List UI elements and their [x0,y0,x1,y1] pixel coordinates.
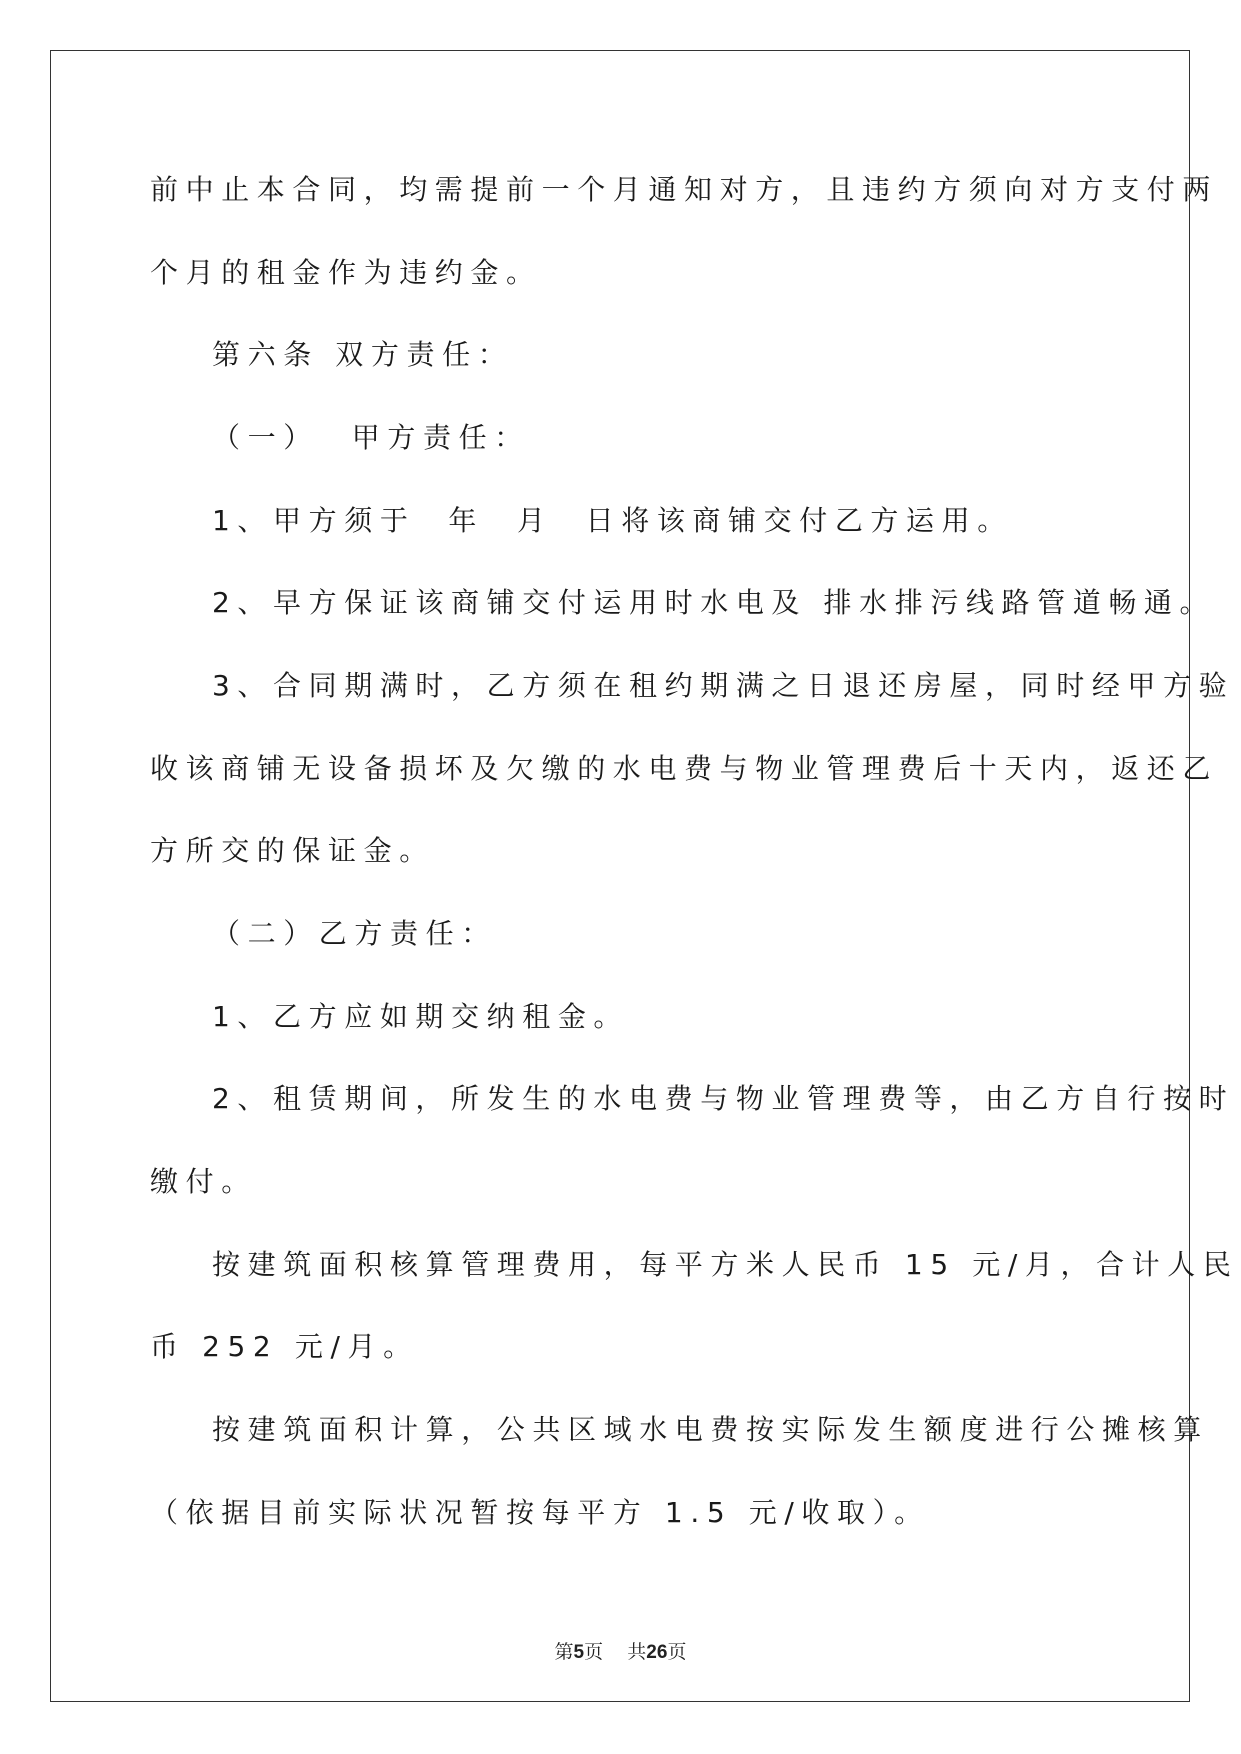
text-line: 2、早方保证该商铺交付运用时水电及 排水排污线路管道畅通。 [212,586,1216,619]
text-line: 2、租赁期间，所发生的水电费与物业管理费等，由乙方自行按时 [212,1082,1235,1115]
text-line: 按建筑面积核算管理费用，每平方米人民币 15 元/月，合计人民 [212,1248,1239,1281]
page-border [50,50,1190,1702]
text-line: 前中止本合同，均需提前一个月通知对方，且违约方须向对方支付两 [150,173,1219,206]
total-page-count: 26 [646,1642,668,1663]
text-line: 按建筑面积计算，公共区域水电费按实际发生额度进行公摊核算 [212,1413,1209,1446]
text-line: 3、合同期满时，乙方须在租约期满之日退还房屋，同时经甲方验 [212,669,1235,702]
text-line: 方所交的保证金。 [150,834,435,867]
section-heading: 第六条 双方责任： [212,338,514,371]
page-suffix: 页 [667,1641,687,1663]
text-line: 收该商铺无设备损坏及欠缴的水电费与物业管理费后十天内，返还乙 [150,752,1219,785]
text-line: 币 252 元/月。 [150,1330,419,1363]
page-prefix: 第 [554,1641,574,1663]
current-page-number: 5 [573,1642,585,1663]
subsection-heading: （一） 甲方责任： [212,421,530,454]
text-line: 个月的租金作为违约金。 [150,256,542,289]
page-separator: 页 共 [584,1641,647,1663]
page-number-footer [0,1641,1241,1664]
subsection-heading: （二）乙方责任： [212,917,497,950]
text-line: 1、甲方须于 年 月 日将该商铺交付乙方运用。 [212,504,1013,537]
text-line: 1、乙方应如期交纳租金。 [212,1000,630,1033]
text-line: 缴付。 [150,1165,257,1198]
text-line: （依据目前实际状况暂按每平方 1.5 元/收取）。 [150,1496,930,1529]
